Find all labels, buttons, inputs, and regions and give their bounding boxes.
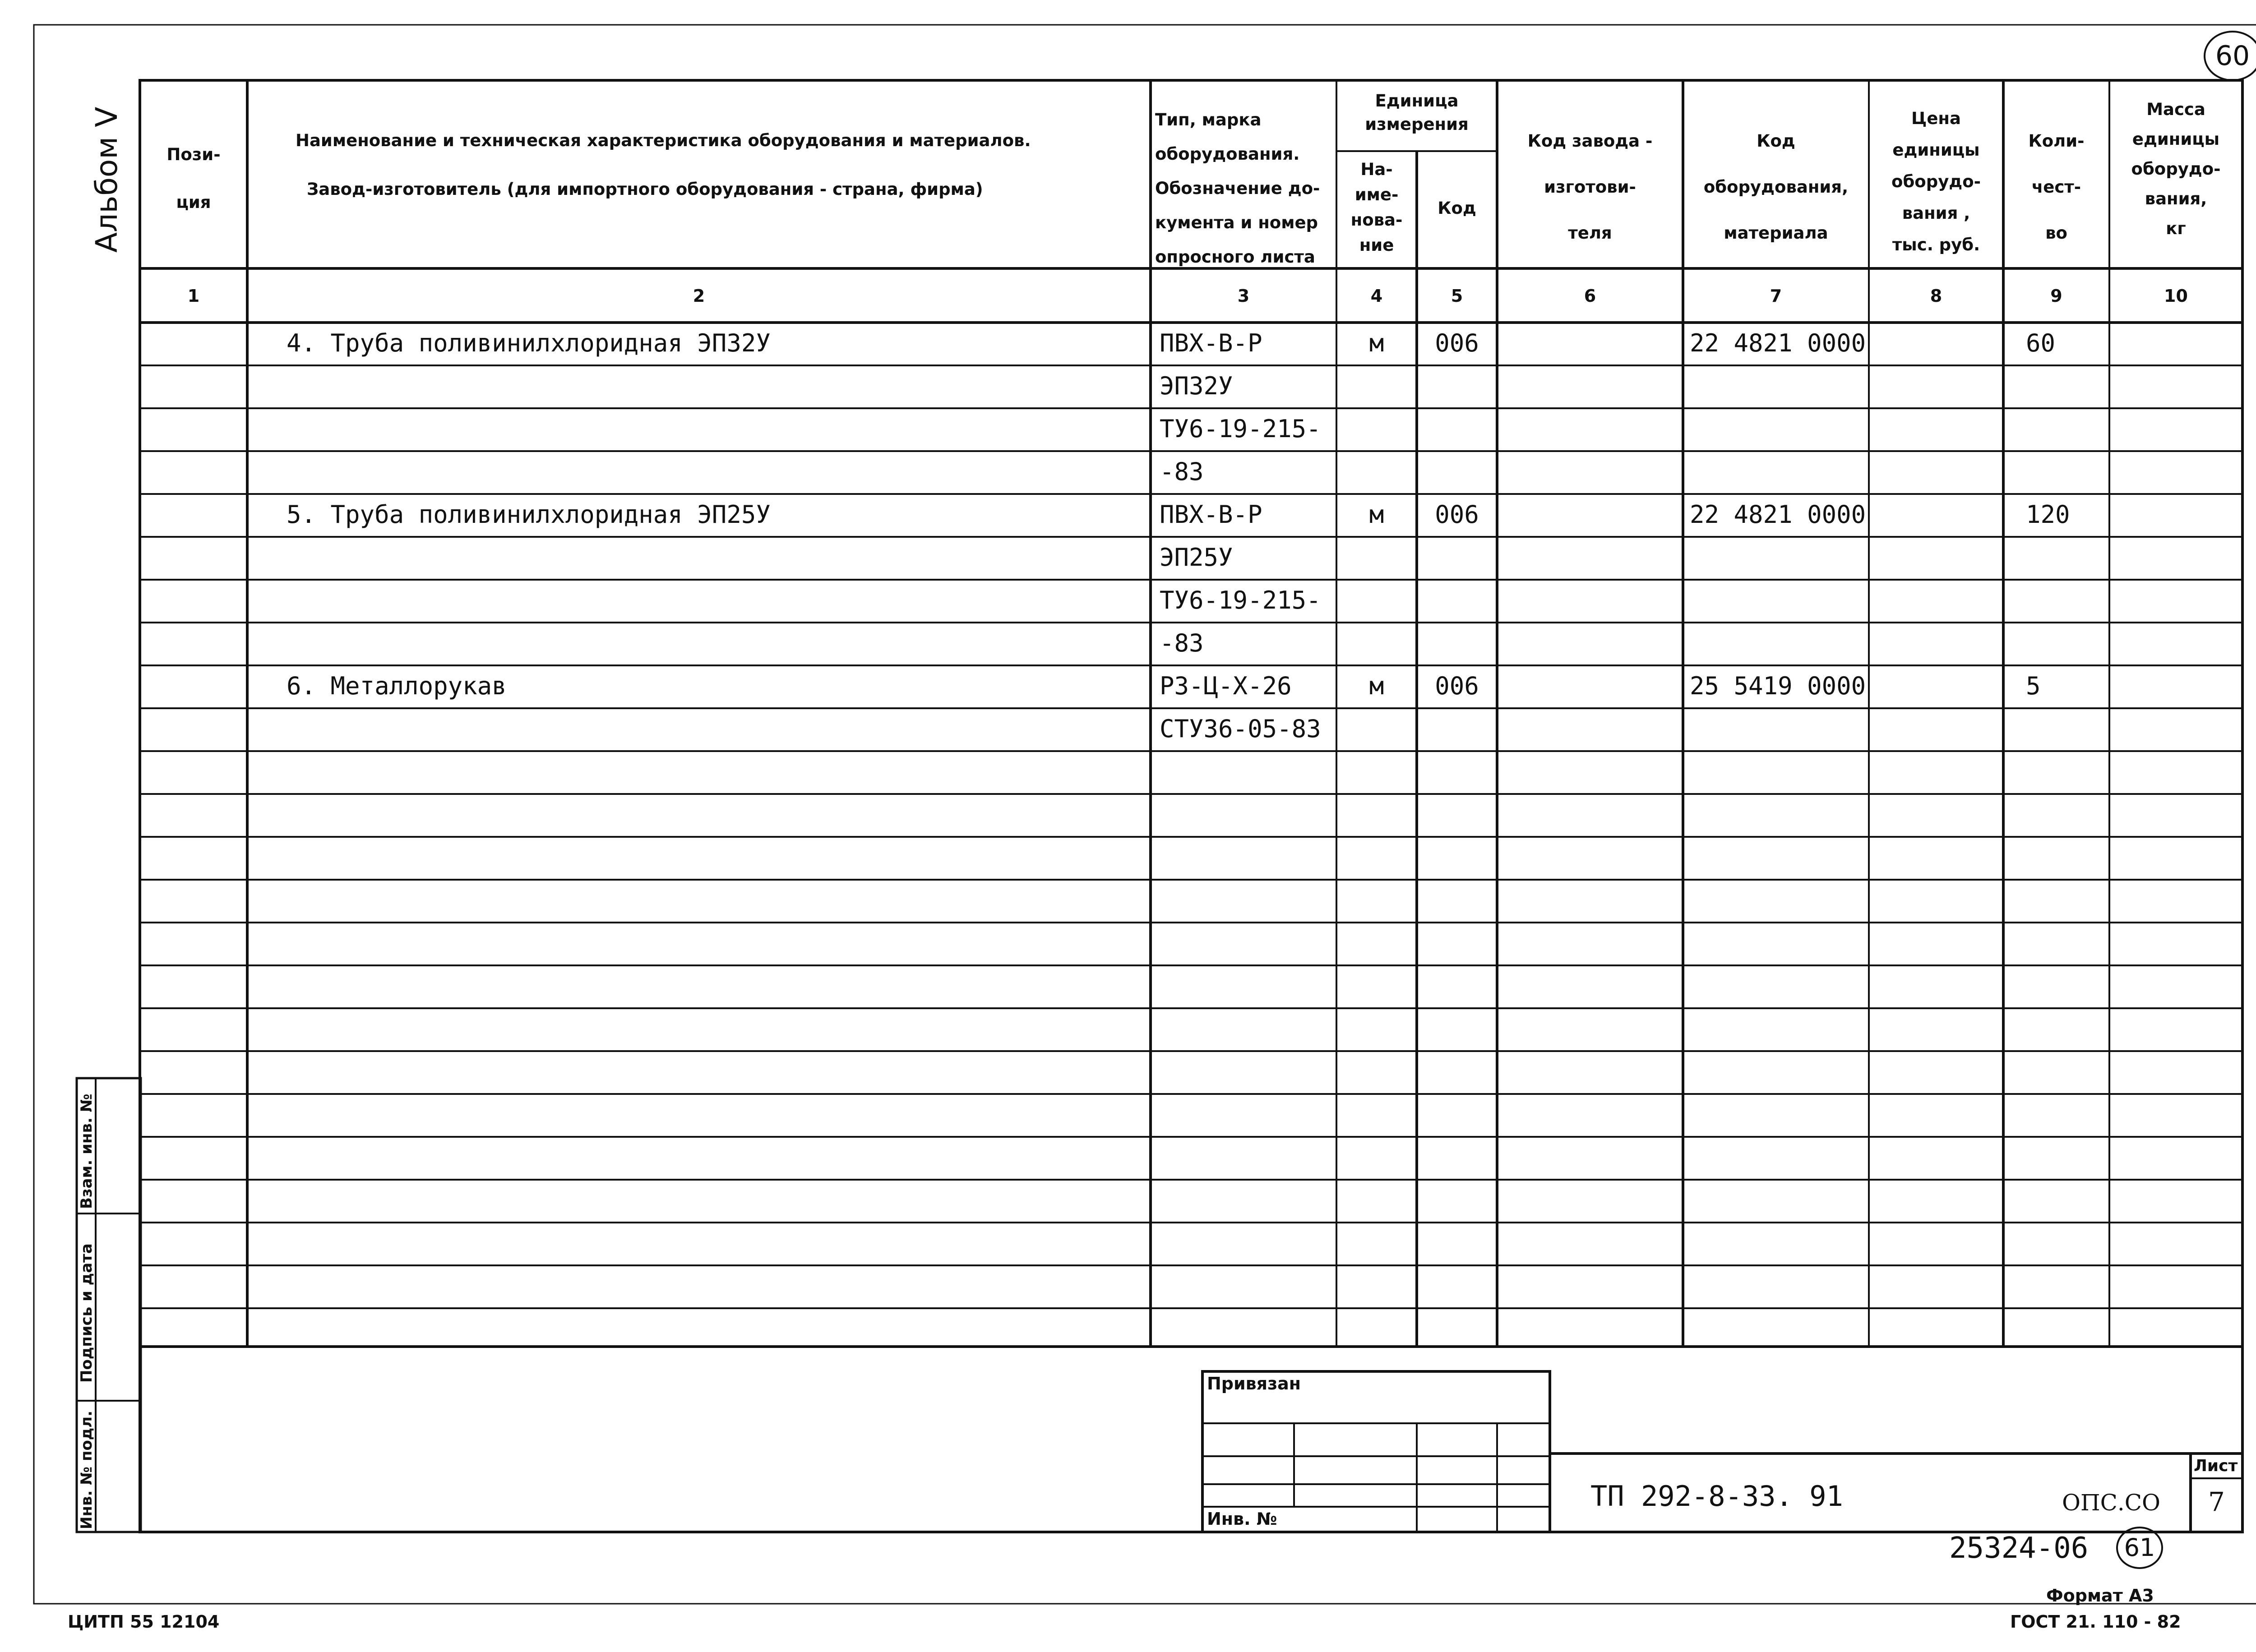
column-number-1: 1 [187,286,200,306]
page-stamp-bottom: 61 [2116,1527,2163,1569]
item-quantity: 5 [2026,672,2041,700]
item-quantity: 60 [2026,329,2056,357]
item-material-code: 22 4821 0000 [1690,500,1866,529]
header-col10: Масса единицы оборудо- вания, кг [2131,100,2221,238]
header-col3: Тип, марка оборудования. Обозначение до- кумента и номер опросного листа [1155,110,1320,267]
album-label: Альбом V [89,106,124,253]
item-type: -83 [1160,457,1204,486]
header-col8: Цена единицы оборудо- вания , тыс. руб. [1891,109,1981,254]
item-type: ТУ6-19-215- [1160,415,1321,443]
archive-number: 25324-06 [1949,1532,2089,1565]
column-number-9: 9 [2050,286,2062,306]
publisher-label: ЦИТП 55 12104 [68,1612,220,1632]
item-type: ЭП32У [1160,372,1233,400]
column-number-4: 4 [1370,286,1383,306]
item-unit: м [1369,329,1384,357]
item-type: ТУ6-19-215- [1160,586,1321,614]
header-col4: На- име- нова- ние [1350,160,1403,255]
item-code: 006 [1435,500,1479,529]
item-type: -83 [1160,629,1204,657]
side-stamp-podpis: Подпись и дата [78,1243,96,1383]
sheet-code: ОПС.СО [2062,1490,2160,1516]
column-number-3: 3 [1237,286,1250,306]
item-quantity: 120 [2026,500,2070,529]
item-unit: м [1369,672,1384,700]
item-material-code: 25 5419 0000 [1690,672,1866,700]
item-type: Р3-Ц-Х-26 [1160,672,1292,700]
item-unit: м [1369,500,1384,529]
column-number-8: 8 [1930,286,1942,306]
format-label: Формат А3 [2046,1586,2154,1606]
item-type: ПВХ-В-Р [1160,329,1262,357]
item-type: ЭП25У [1160,543,1233,572]
header-col5: Код [1438,198,1476,218]
item-type: ПВХ-В-Р [1160,500,1262,529]
item-name: 6. Металлорукав [287,672,507,700]
header-col1: Пози- ция [166,145,221,212]
item-name: 4. Труба поливинилхлоридная ЭП32У [287,329,771,357]
item-material-code: 22 4821 0000 [1690,329,1866,357]
item-code: 006 [1435,672,1479,700]
page-stamp-top: 60 [2204,31,2256,81]
sheet-label: Лист [2194,1457,2238,1475]
column-number-5: 5 [1451,286,1463,306]
column-number-6: 6 [1584,286,1596,306]
header-col6: Код завода - изготови- теля [1527,131,1653,243]
item-code: 006 [1435,329,1479,357]
privyazan-label: Привязан [1207,1374,1301,1394]
column-number-2: 2 [693,286,705,306]
document-code: ТП 292-8-33. 91 [1590,1480,1843,1513]
inv-no-label: Инв. № [1207,1509,1277,1529]
sheet-number: 7 [2208,1486,2225,1517]
header-col2-line1: Наименование и техническая характеристика оборудования и материалов. [296,131,1031,150]
header-col7: Код оборудования, материала [1703,131,1849,243]
item-type: СТУ36-05-83 [1160,715,1321,743]
header-col9: Коли- чест- во [2028,131,2085,243]
gost-label: ГОСТ 21. 110 - 82 [2010,1612,2181,1632]
item-name: 5. Труба поливинилхлоридная ЭП25У [287,500,771,529]
side-stamp-vzam: Взам. инв. № [78,1094,96,1209]
side-stamp-inv-podl: Инв. № подл. [78,1410,96,1529]
column-number-7: 7 [1770,286,1782,306]
column-number-10: 10 [2164,286,2188,306]
header-col2-line2: Завод-изготовитель (для импортного оборудования - страна, фирма) [307,180,983,199]
header-unit-group: Единица измерения [1365,91,1469,134]
